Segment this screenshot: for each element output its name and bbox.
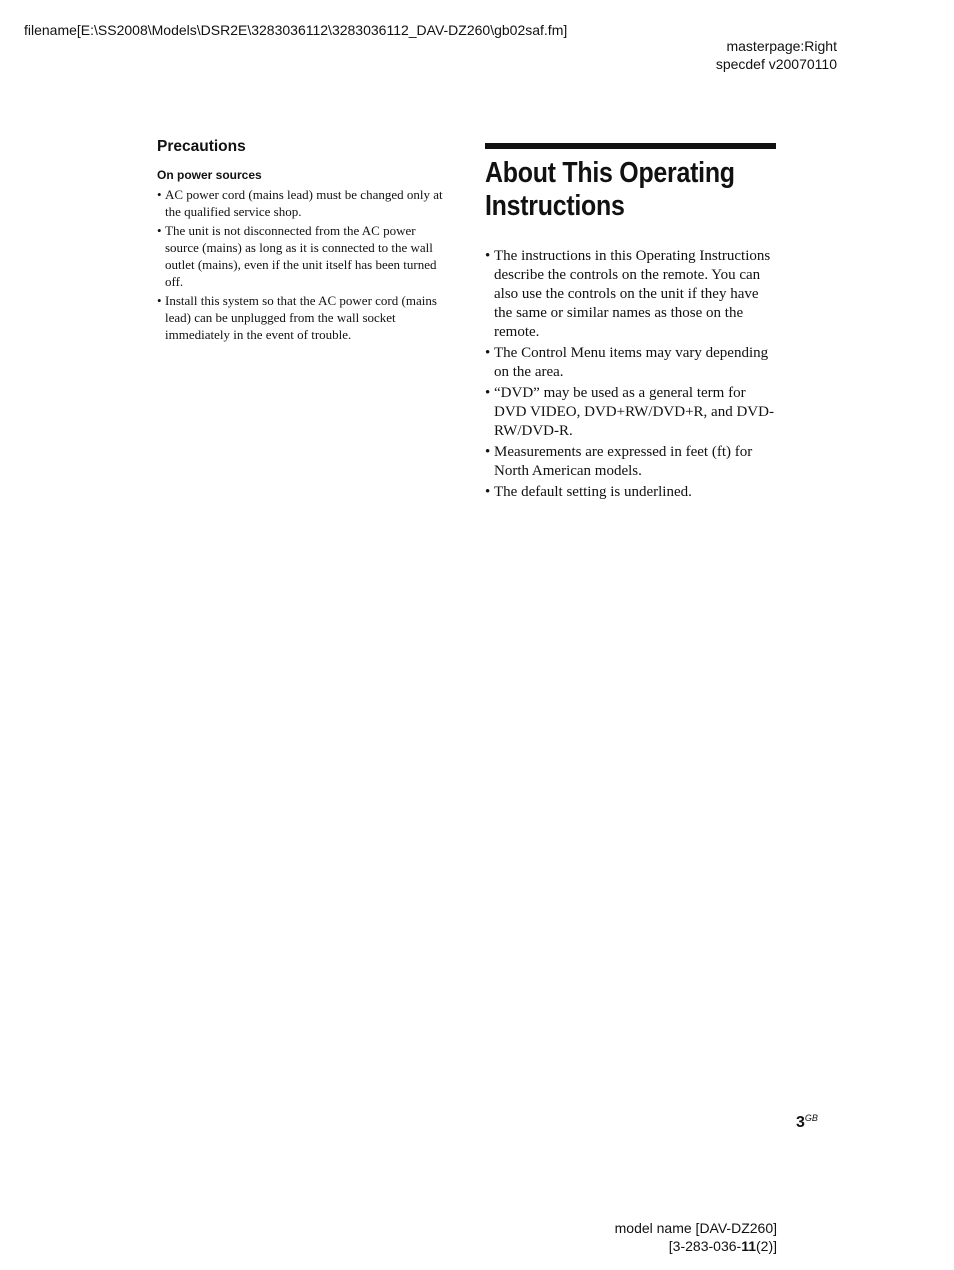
power-sources-subheading: On power sources bbox=[157, 168, 262, 182]
page-number-suffix: GB bbox=[804, 1113, 818, 1123]
code-suffix: (2)] bbox=[756, 1238, 777, 1254]
list-item: • The default setting is underlined. bbox=[485, 483, 777, 502]
code-bold: 11 bbox=[741, 1238, 756, 1254]
precautions-heading: Precautions bbox=[157, 138, 246, 155]
about-section bbox=[485, 143, 777, 504]
header-filename: filename[E:\SS2008\Models\DSR2E\3283036112\3283036112_DAV-DZ260\gb02saf.fm] bbox=[24, 22, 568, 38]
header-specdef: specdef v20070110 bbox=[715, 56, 837, 72]
list-item: • The unit is not disconnected from the AC power source (mains) as long as it is connected to the wall outlet (mains), even if the unit itself has been turned off. bbox=[157, 222, 449, 290]
footer-model-code bbox=[669, 1237, 777, 1255]
list-item: • Install this system so that the AC power cord (mains lead) can be unplugged from the wall socket immediately in the event of trouble. bbox=[157, 292, 449, 343]
list-item: • The instructions in this Operating Instructions describe the controls on the remote. You can also use the controls on the unit if they have the same or similar names as those on the remote. bbox=[485, 247, 777, 342]
page-number bbox=[796, 1114, 818, 1132]
title-rule bbox=[485, 143, 776, 149]
list-item: • AC power cord (mains lead) must be changed only at the qualified service shop. bbox=[157, 186, 449, 220]
list-item: • “DVD” may be used as a general term for DVD VIDEO, DVD+RW/DVD+R, and DVD-RW/DVD-R. bbox=[485, 384, 777, 441]
code-prefix: [3-283-036- bbox=[668, 1238, 742, 1254]
precautions-list bbox=[157, 186, 449, 343]
footer-model-name: model name [DAV-DZ260] bbox=[614, 1220, 777, 1236]
about-list bbox=[485, 247, 777, 502]
page-number-value: 3 bbox=[796, 1114, 805, 1131]
precautions-section bbox=[157, 137, 449, 345]
list-item: • Measurements are expressed in feet (ft) for North American models. bbox=[485, 443, 777, 481]
page-title: About This Operating Instructions bbox=[485, 157, 735, 222]
list-item: • The Control Menu items may vary depending on the area. bbox=[485, 344, 777, 382]
header-masterpage: masterpage:Right bbox=[726, 38, 837, 54]
